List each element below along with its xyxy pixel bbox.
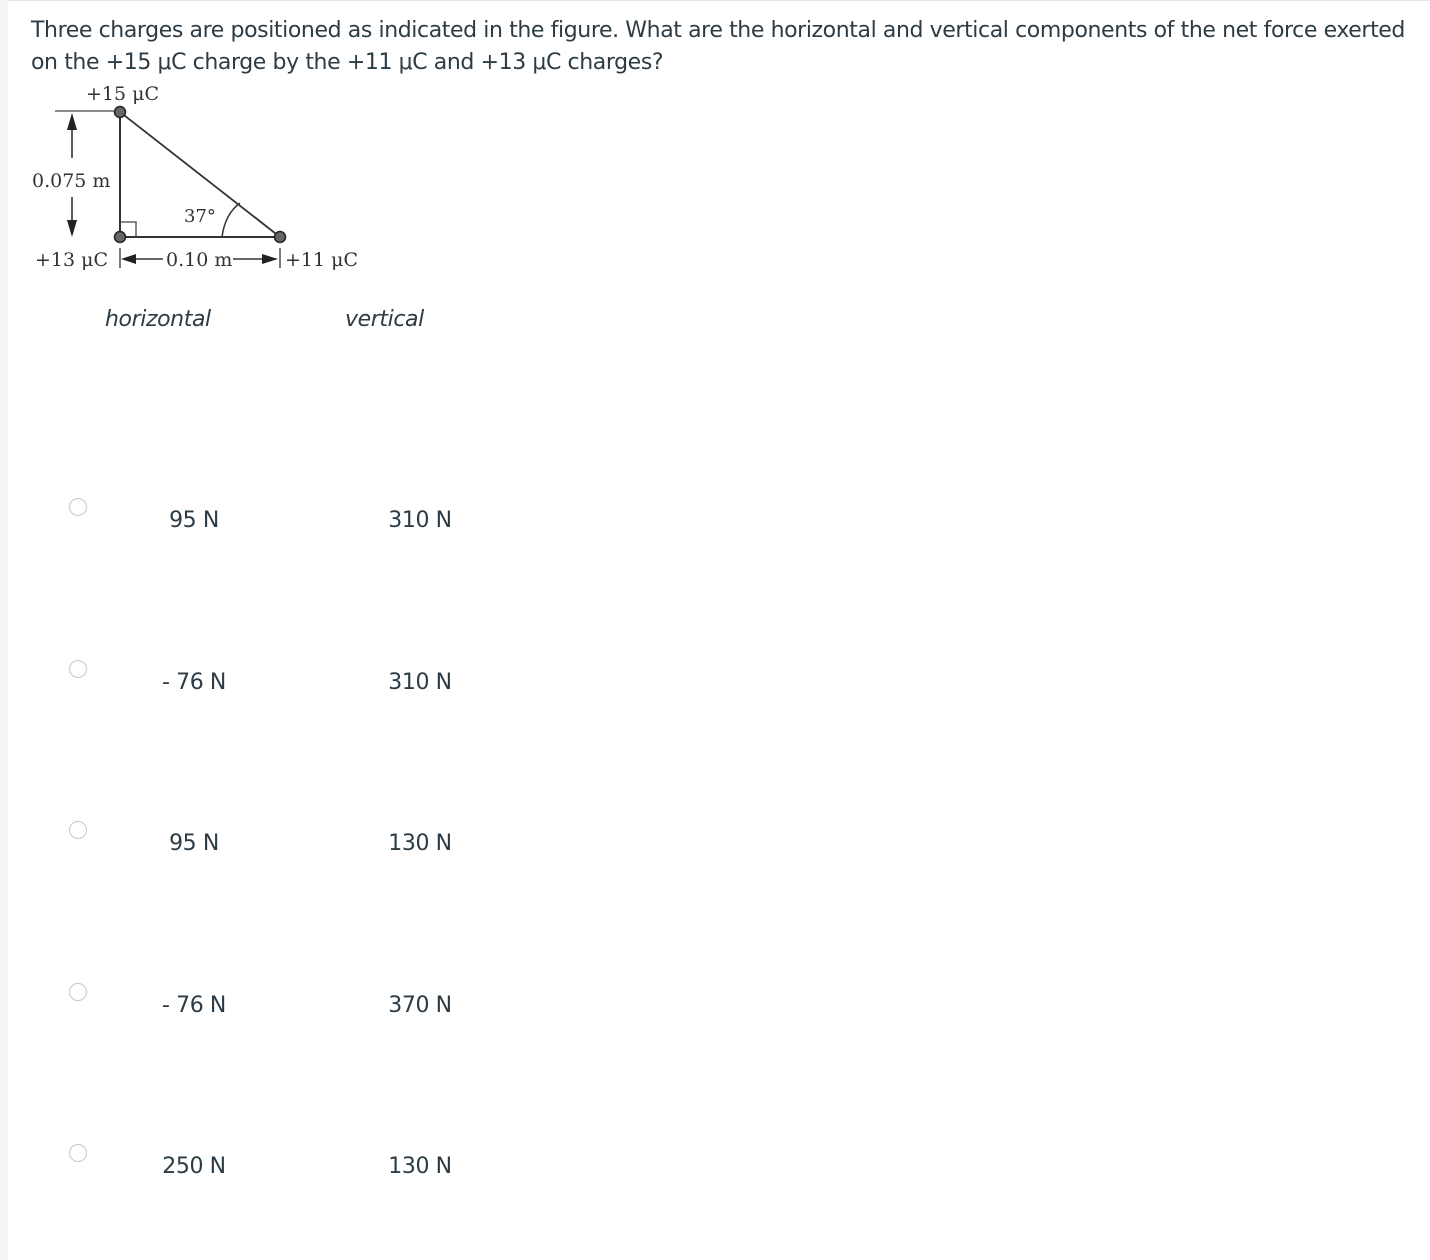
answer-option-3[interactable] [0,831,1430,871]
right-charge-label: +11 μC [285,249,359,271]
answer-vertical-value: 310 N [388,670,452,695]
answer-vertical-value: 310 N [388,508,452,533]
answer-vertical-value: 370 N [388,993,452,1018]
answer-option-5[interactable] [0,1154,1430,1194]
charge-top [115,107,126,118]
radio-button[interactable] [69,983,87,1001]
radio-button[interactable] [69,821,87,839]
radio-button[interactable] [69,498,87,516]
arrowhead-right [262,254,278,264]
answer-option-2[interactable] [0,670,1430,710]
charge-right [275,232,286,243]
answer-horizontal-value: 95 N [169,831,219,856]
angle-label: 37° [184,206,216,227]
charge-diagram [28,80,368,280]
radio-button[interactable] [69,1144,87,1162]
answer-option-1[interactable] [0,508,1430,548]
horizontal-distance-label: 0.10 m [166,249,233,271]
column-header-vertical: vertical [345,307,424,332]
answer-horizontal-value: 95 N [169,508,219,533]
answer-option-4[interactable] [0,993,1430,1033]
radio-button[interactable] [69,660,87,678]
question-text: Three charges are positioned as indicated in the figure. What are the horizontal and vertical components of the net force exerted on the +15 μC charge by the +11 μC and +13 μC charges? [31,18,1405,75]
answer-horizontal-value: 250 N [162,1154,226,1179]
answer-vertical-value: 130 N [388,831,452,856]
answer-horizontal-value: - 76 N [162,993,226,1018]
arrowhead-left [121,254,136,264]
top-charge-label: +15 μC [86,83,160,105]
vertical-distance-label: 0.075 m [32,170,111,192]
column-header-horizontal: horizontal [105,307,211,332]
answer-horizontal-value: - 76 N [162,670,226,695]
top-divider [8,0,1430,1]
arrowhead-down [67,220,77,237]
arrowhead-up [67,113,77,130]
answer-vertical-value: 130 N [388,1154,452,1179]
left-gutter [0,0,8,1260]
angle-arc [222,203,240,237]
charge-left [115,232,126,243]
left-charge-label: +13 μC [35,249,109,271]
